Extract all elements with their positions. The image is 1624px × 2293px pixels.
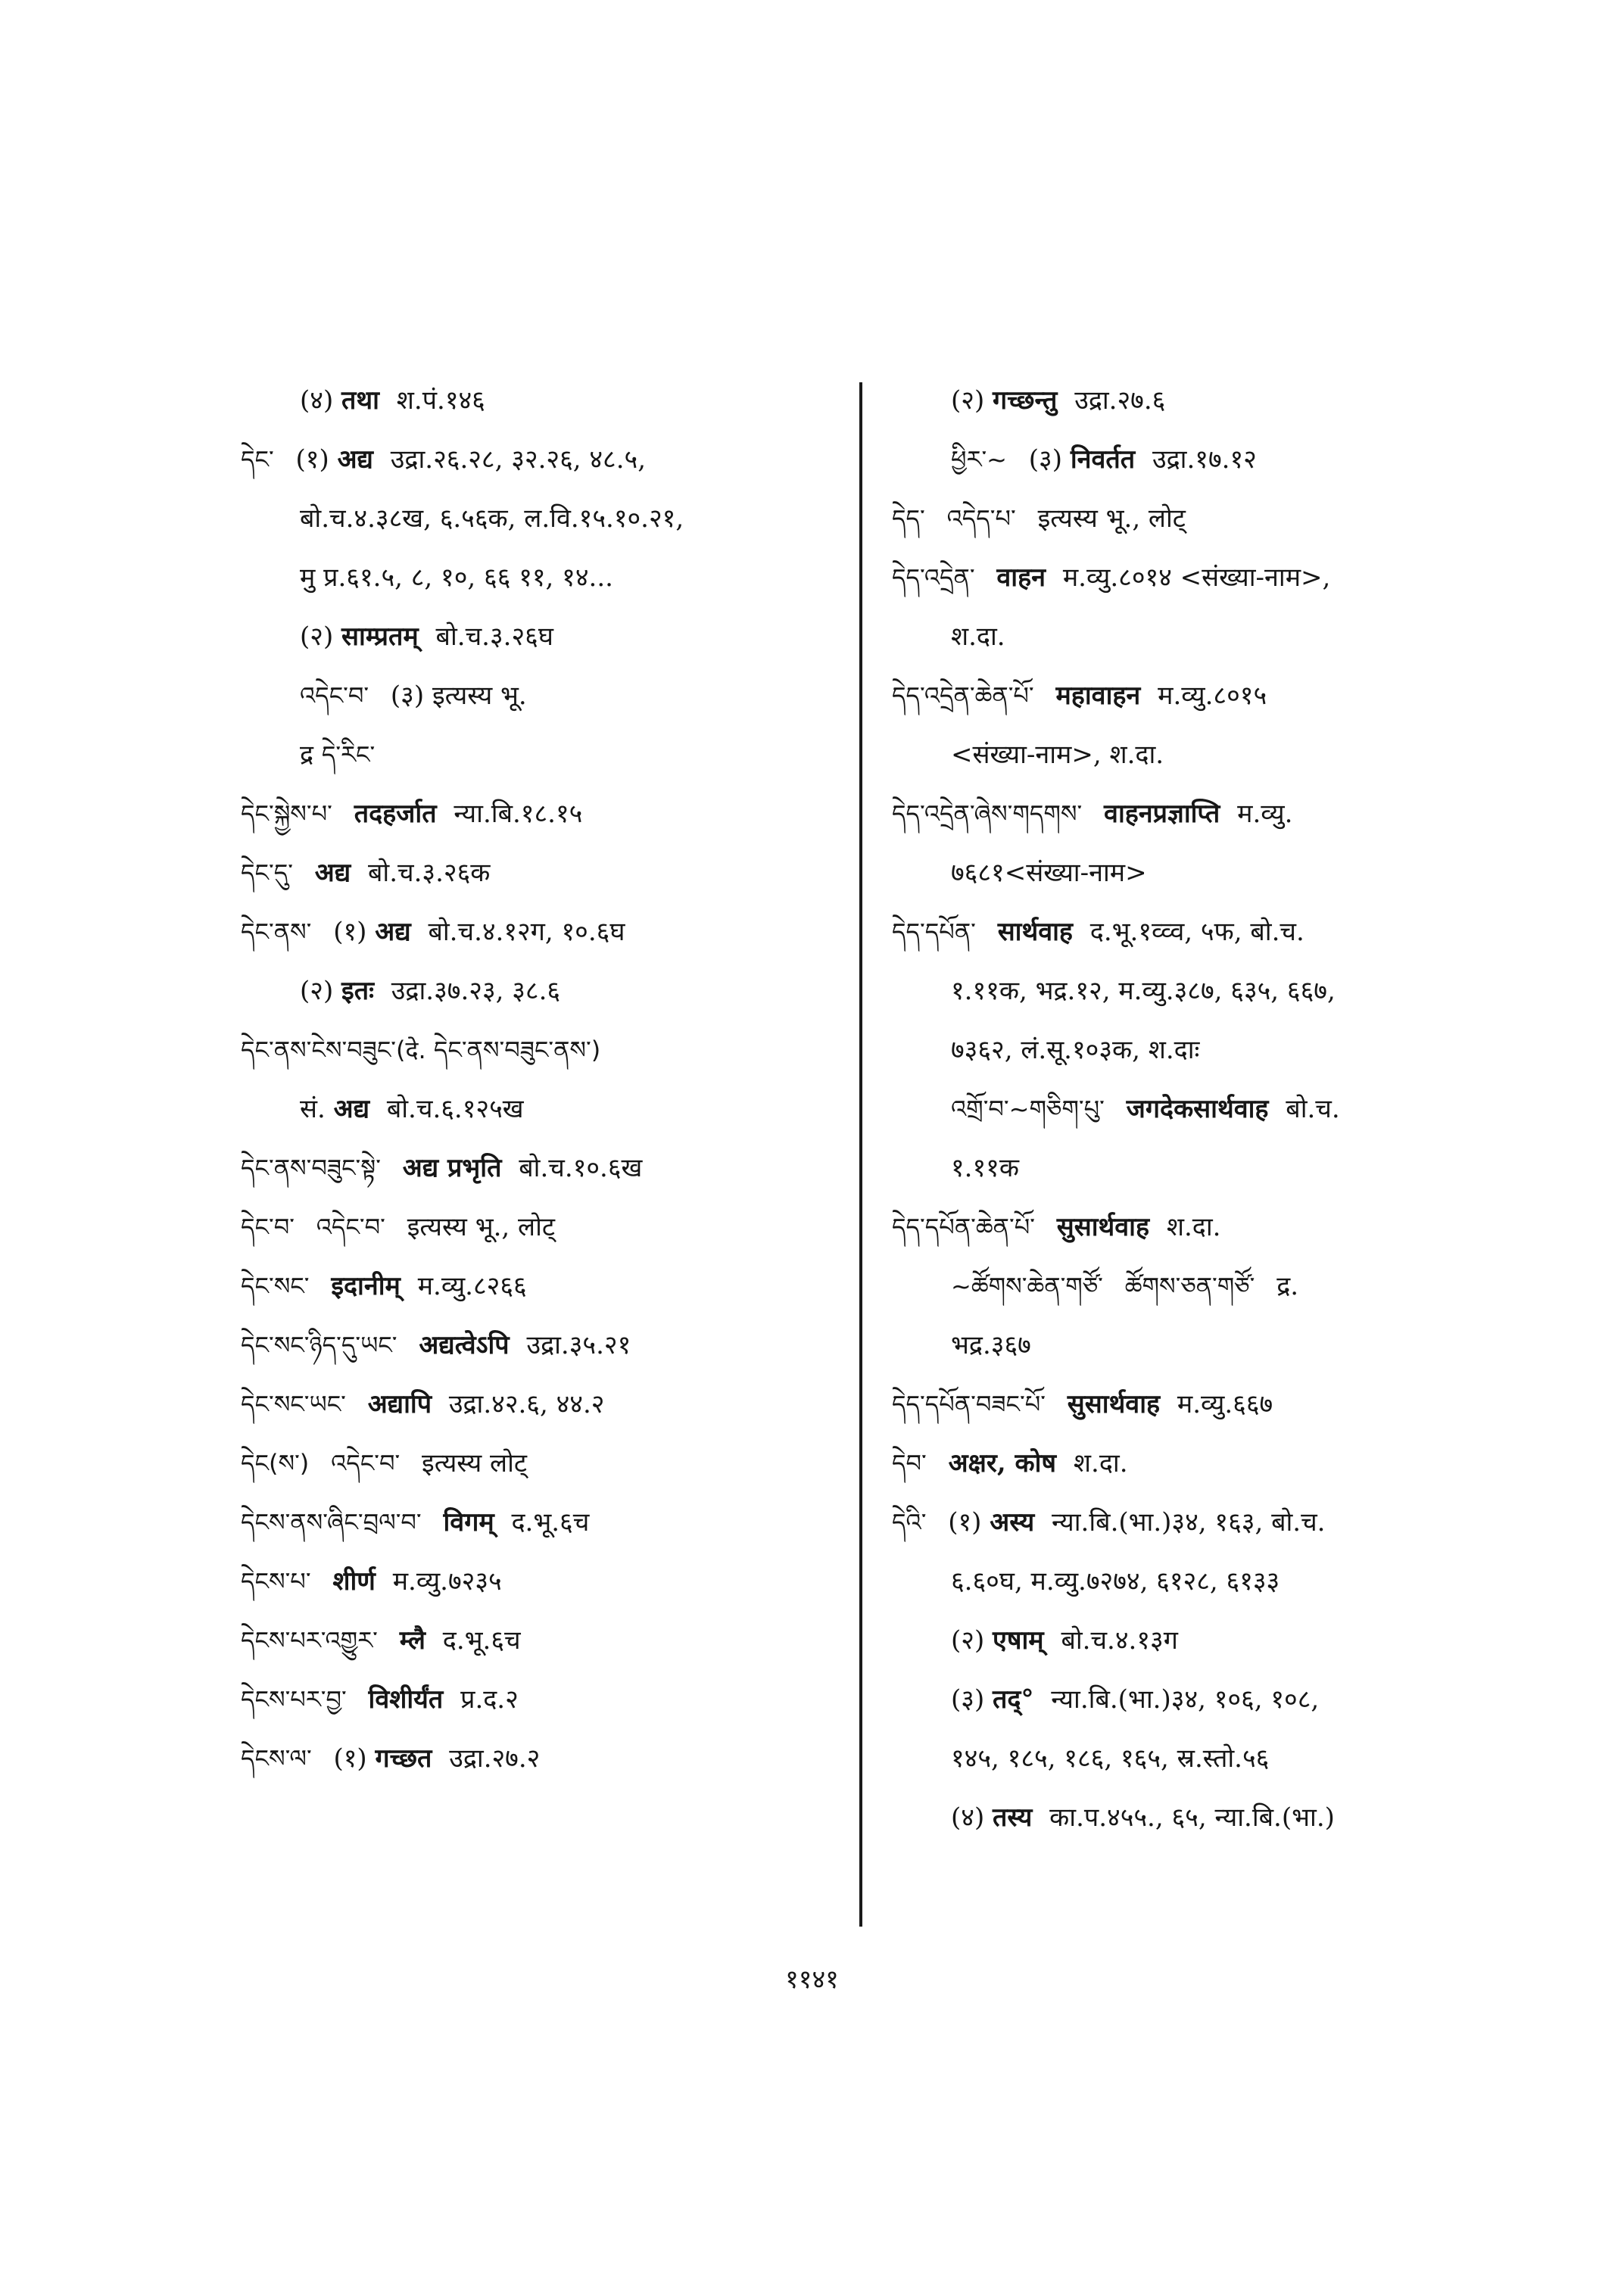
dictionary-entry (241, 784, 839, 843)
dictionary-entry (241, 1139, 839, 1198)
tibetan-headword: ཚོགས་ཅན་གཙོ་ (1124, 1272, 1255, 1301)
tibetan-headword: དེང་དུ་ (241, 858, 293, 887)
dictionary-entry (241, 1552, 839, 1611)
dictionary-entry (241, 1316, 839, 1375)
tibetan-headword: འདེང་བ་ (300, 681, 369, 710)
sanskrit-equivalent: तथा (341, 385, 379, 416)
entry-reference: इत्यस्य भू., लोट् (1037, 503, 1186, 534)
sanskrit-equivalent: वाहन (996, 562, 1046, 593)
dictionary-entry (892, 961, 1490, 1020)
tibetan-headword: དེང་སང་ཡང་ (241, 1390, 346, 1419)
entry-reference: <संख्या-नाम>, श.दा. (951, 740, 1164, 770)
sense-number: (२) (951, 385, 985, 416)
dictionary-entry (241, 902, 839, 961)
tibetan-headword: དེང་ནས་ (241, 918, 312, 946)
dictionary-entry (241, 1375, 839, 1434)
entry-reference: द्र (300, 740, 314, 770)
entry-reference: इत्यस्य भू., लोट् (407, 1212, 556, 1242)
tibetan-headword: ~ཚོགས་ཆེན་གཙོ་ (951, 1272, 1103, 1301)
dictionary-entry (892, 1257, 1490, 1316)
entry-reference: बो.च.१०.६ख (519, 1153, 643, 1183)
sanskrit-equivalent: इदानीम् (331, 1271, 401, 1301)
dictionary-entry (892, 1729, 1490, 1788)
sanskrit-equivalent: अद्य (375, 917, 411, 947)
sense-number: (४) (300, 385, 334, 416)
dictionary-entry (892, 607, 1490, 666)
entry-reference: प्र.द.२ (460, 1684, 519, 1715)
tibetan-headword: དེངས་ནས་ཞིང་བྲལ་བ་ (241, 1508, 422, 1537)
dictionary-entry (241, 607, 839, 666)
dictionary-entry (241, 1611, 839, 1670)
entry-reference: मु प्र.६१.५, ८, १०, ६६ ११, १४... (300, 562, 613, 593)
dictionary-entry (892, 1611, 1490, 1670)
entry-reference: न्या.बि.(भा.)३४, १०६, १०८, (1051, 1684, 1320, 1715)
entry-reference: उद्रा.२६.२८, ३२.२६, ४८.५, (390, 444, 647, 475)
tibetan-headword: དེད་འདྲེན་ (892, 563, 975, 592)
dictionary-entry (241, 1020, 839, 1080)
dictionary-entry (892, 1020, 1490, 1080)
tibetan-headword: ཕྱིར་~ (951, 445, 1007, 474)
entry-reference: श.दा. (1166, 1212, 1221, 1242)
sense-number: (२) (300, 622, 334, 652)
sanskrit-equivalent: अक्षर, कोष (948, 1448, 1057, 1478)
entry-reference: ६.६०घ, म.व्यु.७२७४, ६१२८, ६१३३ (951, 1566, 1280, 1597)
entry-reference: बो.च.४.१३ग (1061, 1625, 1178, 1656)
tibetan-headword: དེང་བ་ (241, 1213, 295, 1242)
sanskrit-equivalent: तद्° (993, 1684, 1034, 1715)
sense-number: (१) (295, 444, 329, 475)
entry-reference: बो.च.४.१२ग, १०.६घ (428, 917, 625, 947)
tibetan-headword: དེད་དཔོན་ (892, 918, 976, 946)
sanskrit-equivalent: निवर्तत (1070, 444, 1136, 475)
dictionary-entry (241, 666, 839, 725)
entry-reference: १.११क, भद्र.१२, म.व्यु.३८७, ६३५, ६६७, (951, 976, 1336, 1006)
sanskrit-equivalent: अद्यत्वेऽपि (419, 1330, 510, 1360)
entry-reference: बो.च.४.३८ख, ६.५६क, ल.वि.१५.१०.२१, (300, 503, 684, 534)
dictionary-entry (892, 784, 1490, 843)
tibetan-headword: དེང་ནས་ངེས་བཟུང་(दे. དེང་ནས་བཟུང་ནས་) (241, 1036, 601, 1064)
sanskrit-equivalent: गच्छन्तु (993, 385, 1058, 416)
sense-number: (२) (300, 976, 334, 1006)
entry-reference: ७६८१<संख्या-नाम> (951, 858, 1147, 888)
entry-reference: सं. (300, 1094, 326, 1124)
entry-reference: उद्रा.४२.६, ४४.२ (448, 1389, 605, 1419)
sanskrit-equivalent: तदहर्जात (354, 799, 437, 829)
dictionary-entry (892, 843, 1490, 902)
sanskrit-equivalent: अद्य (337, 444, 373, 475)
sense-number: (३) (390, 681, 425, 711)
entry-reference: १४५, १८५, १८६, १६५, स्र.स्तो.५६ (951, 1743, 1270, 1774)
tibetan-headword: དེ་རིང་ (321, 740, 376, 769)
dictionary-entry (892, 1316, 1490, 1375)
dictionary-entry (241, 725, 839, 784)
dictionary-entry (892, 548, 1490, 607)
entry-reference: बो.च.३.२६क (368, 858, 491, 888)
entry-reference: उद्रा.३५.२१ (526, 1330, 631, 1360)
sense-number: (३) (951, 1684, 985, 1715)
tibetan-headword: འགྲོ་བ་~གཅིག་པུ་ (951, 1095, 1105, 1123)
sanskrit-equivalent: म्लै (399, 1625, 425, 1656)
sense-number: (१) (948, 1507, 982, 1537)
tibetan-headword: དེད་འདྲེན་ཞེས་གདགས་ (892, 799, 1083, 828)
sanskrit-equivalent: विगम् (443, 1507, 494, 1537)
dictionary-entry (241, 1493, 839, 1552)
sanskrit-equivalent: अद्य (314, 858, 351, 888)
entry-reference: इत्यस्य भू. (432, 681, 527, 711)
entry-reference: म.व्यु. (1237, 799, 1293, 829)
entry-reference: म.व्यु.६६७ (1177, 1389, 1273, 1419)
entry-reference: १.११क (951, 1153, 1019, 1183)
entry-reference: द.भू.६च (511, 1507, 590, 1537)
dictionary-entry (241, 961, 839, 1020)
sense-number: (२) (951, 1625, 985, 1656)
entry-reference: म.व्यु.८०१४ <संख्या-नाम>, (1062, 562, 1331, 593)
dictionary-entry (892, 1670, 1490, 1729)
dictionary-entry (241, 489, 839, 548)
entry-reference: द्र. (1276, 1271, 1299, 1301)
entry-reference: द.भू.६च (442, 1625, 521, 1656)
entry-reference: भद्र.३६७ (951, 1330, 1031, 1360)
dictionary-entry (892, 725, 1490, 784)
dictionary-entry (892, 489, 1490, 548)
entry-reference: उद्रा.२७.२ (449, 1743, 541, 1774)
right-column (892, 371, 1490, 1847)
tibetan-headword: དེབ་ (892, 1449, 927, 1478)
sanskrit-equivalent: साम्प्रतम् (341, 622, 419, 652)
sanskrit-equivalent: वाहनप्रज्ञाप्ति (1104, 799, 1220, 829)
entry-reference: म.व्यु.८२६६ (417, 1271, 527, 1301)
tibetan-headword: དེངས་པར་བྱ་ (241, 1685, 347, 1714)
tibetan-headword: འདེང་བ་ (331, 1449, 401, 1478)
sense-number: (१) (333, 1743, 367, 1774)
dictionary-entry (892, 1434, 1490, 1493)
entry-reference: श.पं.१४६ (396, 385, 485, 416)
dictionary-entry (241, 843, 839, 902)
dictionary-entry (892, 1375, 1490, 1434)
entry-reference: म.व्यु.७२३५ (392, 1566, 502, 1597)
tibetan-headword: དེང(ས་) (241, 1449, 310, 1478)
tibetan-headword: འདེང་བ་ (316, 1213, 385, 1242)
sanskrit-equivalent: सुसार्थवाह (1056, 1212, 1150, 1242)
sanskrit-equivalent: सार्थवाह (997, 917, 1073, 947)
entry-reference: उद्रा.३७.२३, ३८.६ (391, 976, 561, 1006)
dictionary-entry (241, 1434, 839, 1493)
tibetan-headword: དེང་ (241, 445, 274, 474)
sanskrit-equivalent: जगदेकसार्थवाह (1126, 1094, 1269, 1124)
dictionary-entry (241, 1080, 839, 1139)
tibetan-headword: དེད་འདྲེན་ཆེན་པོ་ (892, 681, 1034, 710)
sanskrit-equivalent: अद्य प्रभृति (402, 1153, 502, 1183)
sanskrit-equivalent: गच्छत (375, 1743, 432, 1774)
dictionary-entry (892, 1788, 1490, 1847)
sanskrit-equivalent: विशीर्यंत (368, 1684, 444, 1715)
sanskrit-equivalent: अद्य (333, 1094, 370, 1124)
sanskrit-equivalent: अद्यापि (367, 1389, 432, 1419)
entry-reference: का.प.४५५., ६५, न्या.बि.(भा.) (1049, 1802, 1335, 1833)
sanskrit-equivalent: तस्य (993, 1802, 1033, 1833)
tibetan-headword: དེད་ (892, 504, 925, 533)
dictionary-entry (892, 430, 1490, 489)
entry-reference: इत्यस्य लोट् (422, 1448, 528, 1478)
entry-reference: बो.च. (1286, 1094, 1340, 1124)
dictionary-entry (892, 1080, 1490, 1139)
tibetan-headword: དེང་སྐྱེས་པ་ (241, 799, 332, 828)
sanskrit-equivalent: शीर्ण (332, 1566, 376, 1597)
dictionary-entry (241, 1729, 839, 1788)
entry-reference: श.दा. (1073, 1448, 1128, 1478)
tibetan-headword: དེངས་ལ་ (241, 1744, 312, 1773)
dictionary-entry (892, 1552, 1490, 1611)
dictionary-entry (241, 1257, 839, 1316)
tibetan-headword: དེའི་ (892, 1508, 927, 1537)
entry-reference: ७३६२, लं.सू.१०३क, श.दाः (951, 1035, 1200, 1065)
entry-reference: न्या.बि.(भा.)३४, १६३, बो.च. (1052, 1507, 1326, 1537)
entry-reference: श.दा. (951, 622, 1005, 652)
sense-number: (१) (333, 917, 367, 947)
dictionary-entry (241, 430, 839, 489)
page-number: ११४१ (785, 1964, 839, 1995)
entry-reference: उद्रा.१७.१२ (1152, 444, 1257, 475)
sanskrit-equivalent: महावाहन (1055, 681, 1141, 711)
tibetan-headword: དེང་སང་ (241, 1272, 310, 1301)
tibetan-headword: དེང་ནས་བཟུང་སྟེ་ (241, 1154, 381, 1182)
tibetan-headword: དེངས་པ་ (241, 1567, 311, 1596)
tibetan-headword: དེངས་པར་འགྱུར་ (241, 1626, 378, 1655)
dictionary-entry (892, 1493, 1490, 1552)
dictionary-entry (892, 666, 1490, 725)
dictionary-entry (892, 902, 1490, 961)
sense-number: (३) (1028, 444, 1063, 475)
sense-number: (४) (951, 1802, 985, 1833)
tibetan-headword: དེད་དཔོན་བཟང་པོ་ (892, 1390, 1046, 1419)
sanskrit-equivalent: अस्य (990, 1507, 1035, 1537)
entry-reference: द.भू.१व्व्व, ५फ, बो.च. (1089, 917, 1304, 947)
entry-reference: म.व्यु.८०१५ (1158, 681, 1267, 711)
left-column (241, 371, 839, 1788)
tibetan-headword: དེད་དཔོན་ཆེན་པོ་ (892, 1213, 1035, 1242)
sanskrit-equivalent: सुसार्थवाह (1067, 1389, 1161, 1419)
dictionary-entry (892, 371, 1490, 430)
tibetan-headword: འདེད་པ་ (946, 504, 1016, 533)
dictionary-entry (241, 371, 839, 430)
column-divider (859, 382, 862, 1927)
dictionary-entry (892, 1198, 1490, 1257)
dictionary-entry (241, 548, 839, 607)
entry-reference: बो.च.६.१२५ख (386, 1094, 524, 1124)
entry-reference: बो.च.३.२६घ (435, 622, 553, 652)
tibetan-headword: དེང་སང་ཉིད་དུ་ཡང་ (241, 1331, 397, 1360)
dictionary-entry (241, 1198, 839, 1257)
dictionary-entry (241, 1670, 839, 1729)
entry-reference: उद्रा.२७.६ (1074, 385, 1166, 416)
dictionary-entry (892, 1139, 1490, 1198)
entry-reference: न्या.बि.१८.१५ (454, 799, 583, 829)
sanskrit-equivalent: इतः (341, 976, 374, 1006)
sanskrit-equivalent: एषाम् (993, 1625, 1044, 1656)
